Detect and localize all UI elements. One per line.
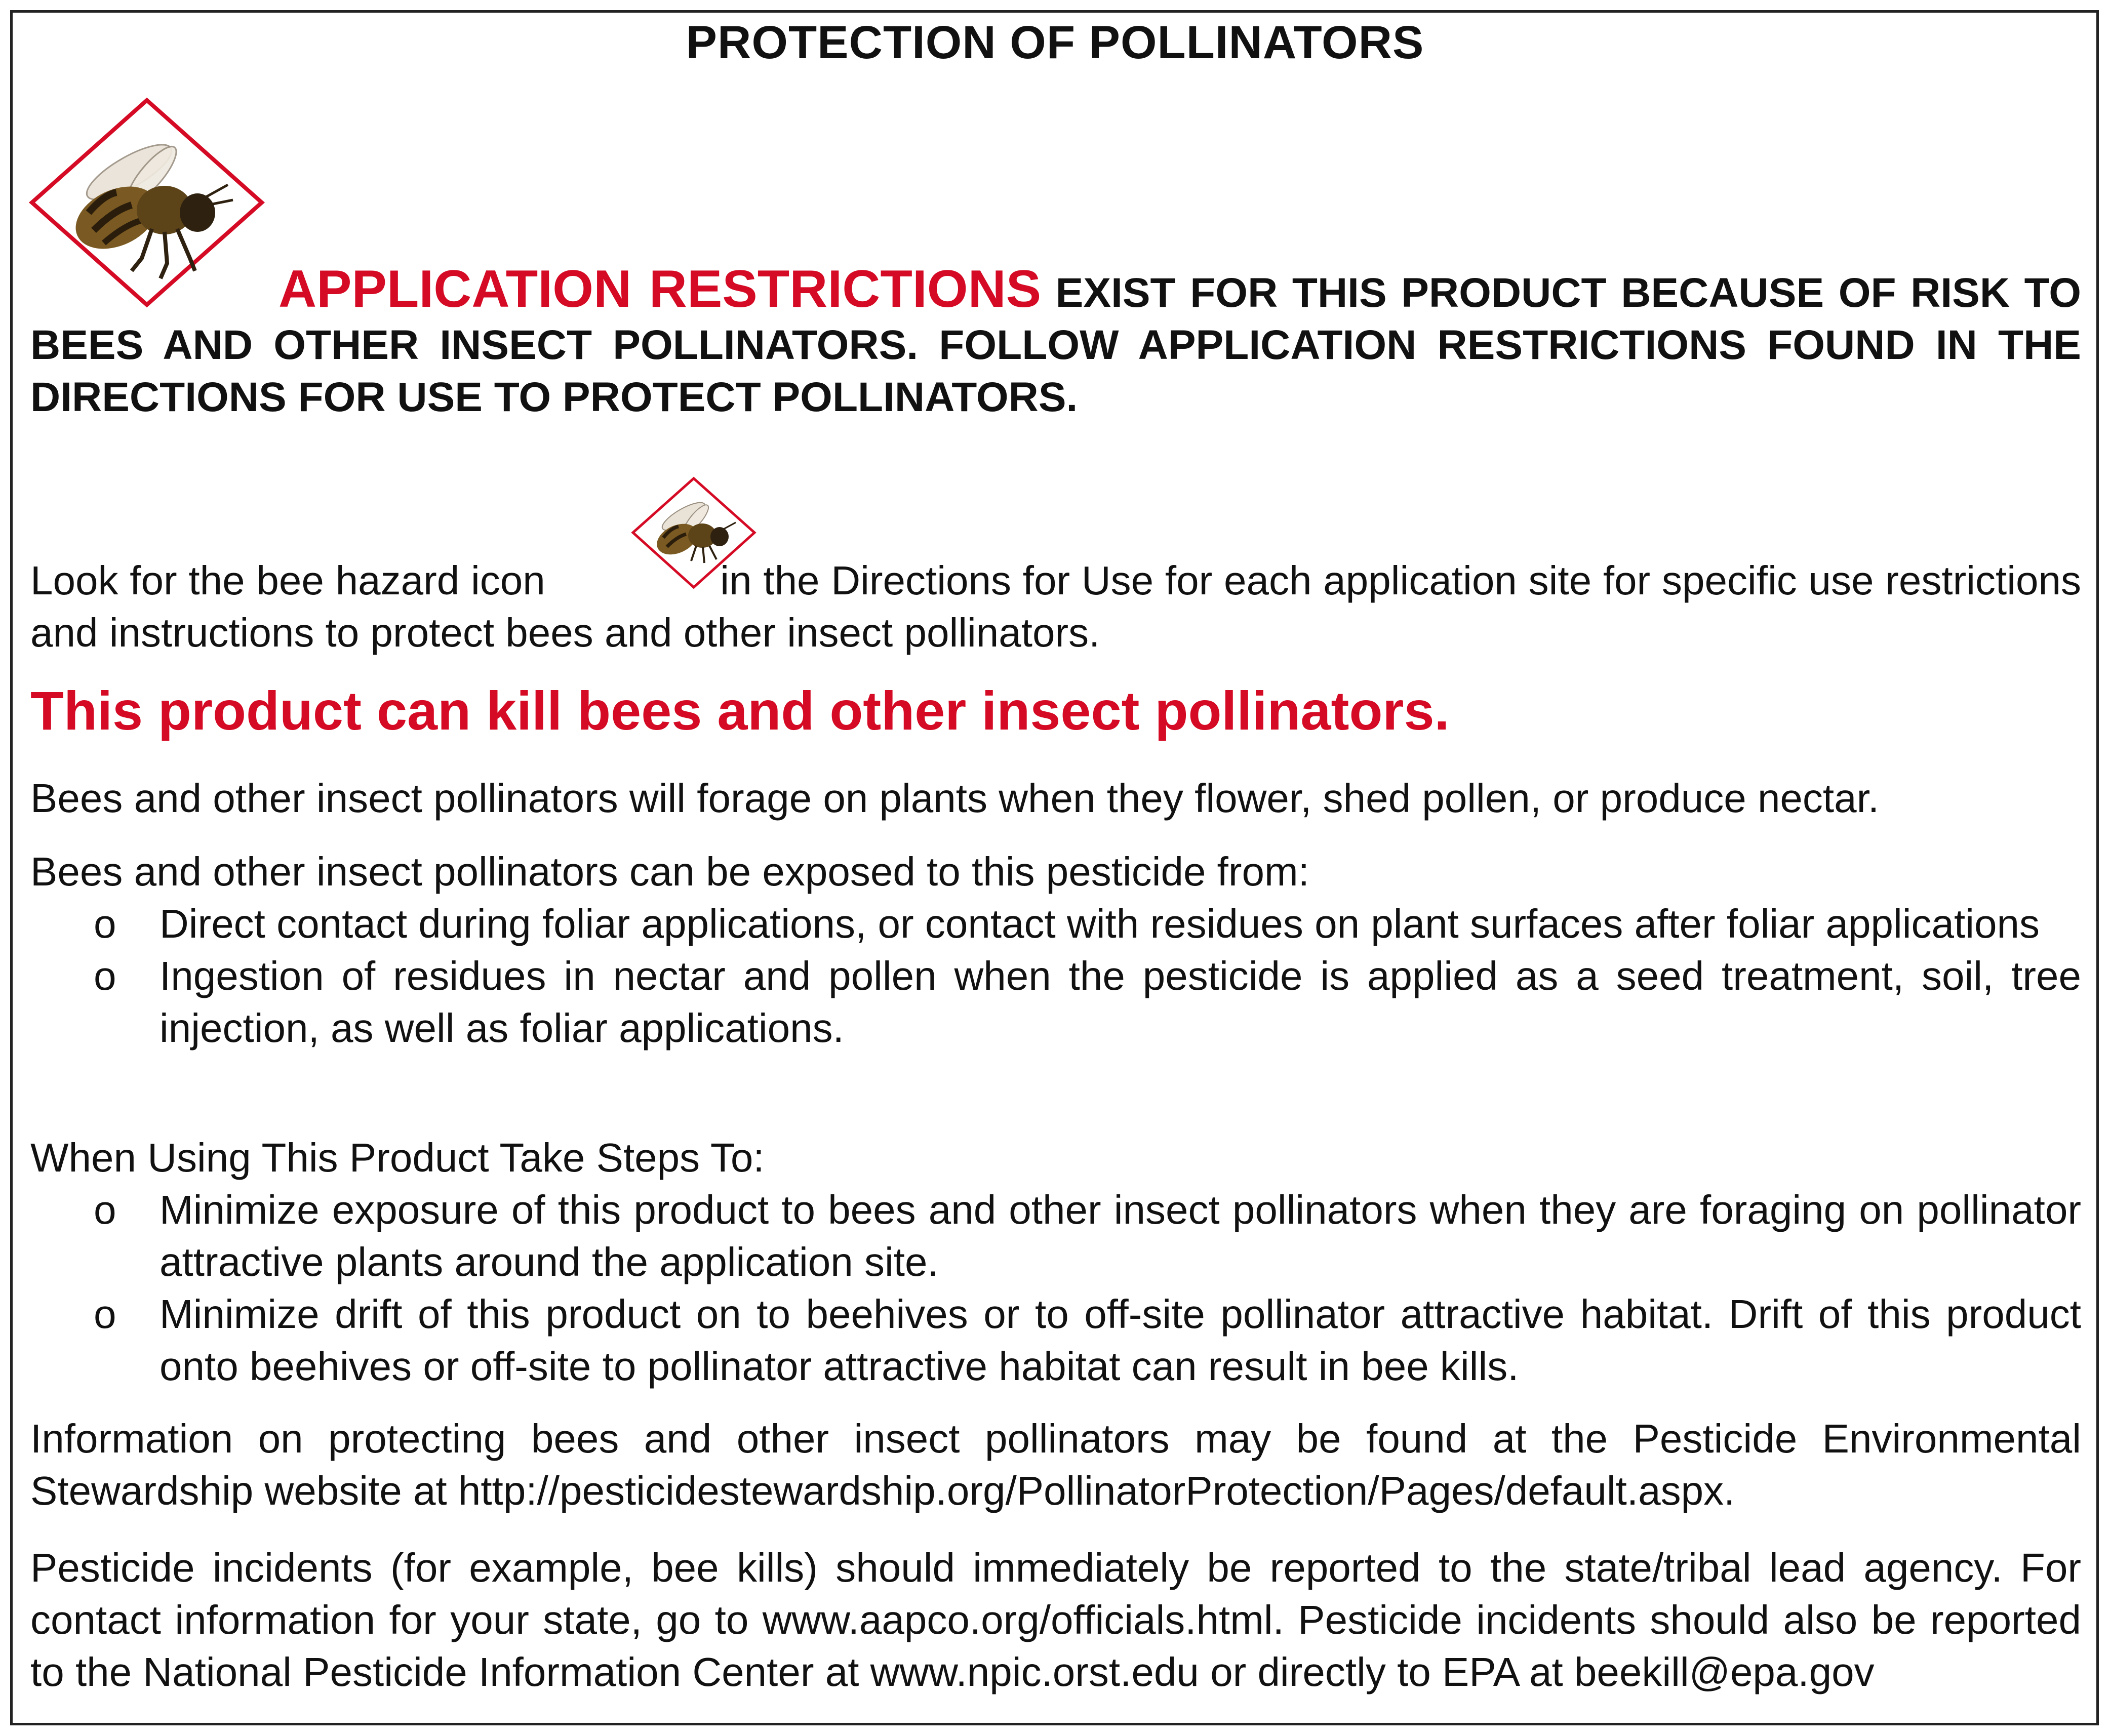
kill-warning: This product can kill bees and other insect pollinators. bbox=[30, 680, 1450, 741]
steps-section bbox=[30, 1132, 2081, 1392]
look-for-before: Look for the bee hazard icon bbox=[30, 558, 557, 603]
look-for-after: in the Directions for Use for each application site for specific use restrictions and instructions to protect bees and other insect pollinators. bbox=[30, 558, 2082, 655]
forage-paragraph: Bees and other insect pollinators will forage on plants when they flower, shed pollen, or produce nectar. bbox=[30, 776, 1880, 821]
exposure-list bbox=[30, 898, 2081, 1054]
steps-intro: When Using This Product Take Steps To: bbox=[30, 1135, 765, 1180]
incidents-paragraph: Pesticide incidents (for example, bee kills) should immediately be reported to the state/tribal lead agency. For contact information for your state, go to www.aapco.org/officials.html. Pesticide incidents should also be reported to the National Pesticide Information Center at www.npic.orst.edu or directly to EPA at beekill@epa.gov bbox=[30, 1545, 2081, 1694]
application-restrictions bbox=[30, 260, 2081, 423]
list-item-text: Minimize exposure of this product to bees and other insect pollinators when they are foraging on pollinator attractive plants around the application site. bbox=[160, 1187, 2081, 1284]
bullet: o bbox=[94, 953, 116, 998]
list-item-text: Minimize drift of this product on to beehives or to off-site pollinator attractive habitat. Drift of this product onto beehives or off-site to pollinator attractive habitat can result in bee kills. bbox=[160, 1291, 2081, 1389]
page-title: PROTECTION OF POLLINATORS bbox=[686, 17, 1424, 68]
info-paragraph: Information on protecting bees and other insect pollinators may be found at the Pesticide Environmental Stewardship website at http://pesticidestewardship.org/PollinatorProtection/Pages/default.aspx. bbox=[30, 1416, 2081, 1513]
steps-list bbox=[30, 1184, 2081, 1392]
look-for-icon-paragraph bbox=[30, 554, 2081, 659]
restriction-text: EXIST FOR THIS PRODUCT BECAUSE OF RISK TO BEES AND OTHER INSECT POLLINATORS. FOLLOW APPLICATION RESTRICTIONS FOUND IN THE DIRECTIONS FOR USE TO PROTECT POLLINATORS. bbox=[30, 270, 2081, 420]
bullet: o bbox=[94, 1187, 116, 1232]
list-item bbox=[30, 950, 2081, 1054]
list-item-text: Ingestion of residues in nectar and pollen when the pesticide is applied as a seed treatment, soil, tree injection, as well as foliar applications. bbox=[160, 953, 2081, 1051]
list-item bbox=[30, 1288, 2081, 1392]
list-item-text: Direct contact during foliar applications, or contact with residues on plant surfaces after foliar applications bbox=[160, 901, 2040, 946]
bullet: o bbox=[94, 901, 116, 946]
list-item bbox=[30, 1184, 2081, 1288]
exposure-intro: Bees and other insect pollinators can be exposed to this pesticide from: bbox=[30, 849, 1309, 894]
bullet: o bbox=[94, 1291, 116, 1337]
exposure-section bbox=[30, 845, 2081, 1054]
restriction-heading: APPLICATION RESTRICTIONS bbox=[278, 260, 1042, 318]
list-item bbox=[30, 898, 2081, 950]
